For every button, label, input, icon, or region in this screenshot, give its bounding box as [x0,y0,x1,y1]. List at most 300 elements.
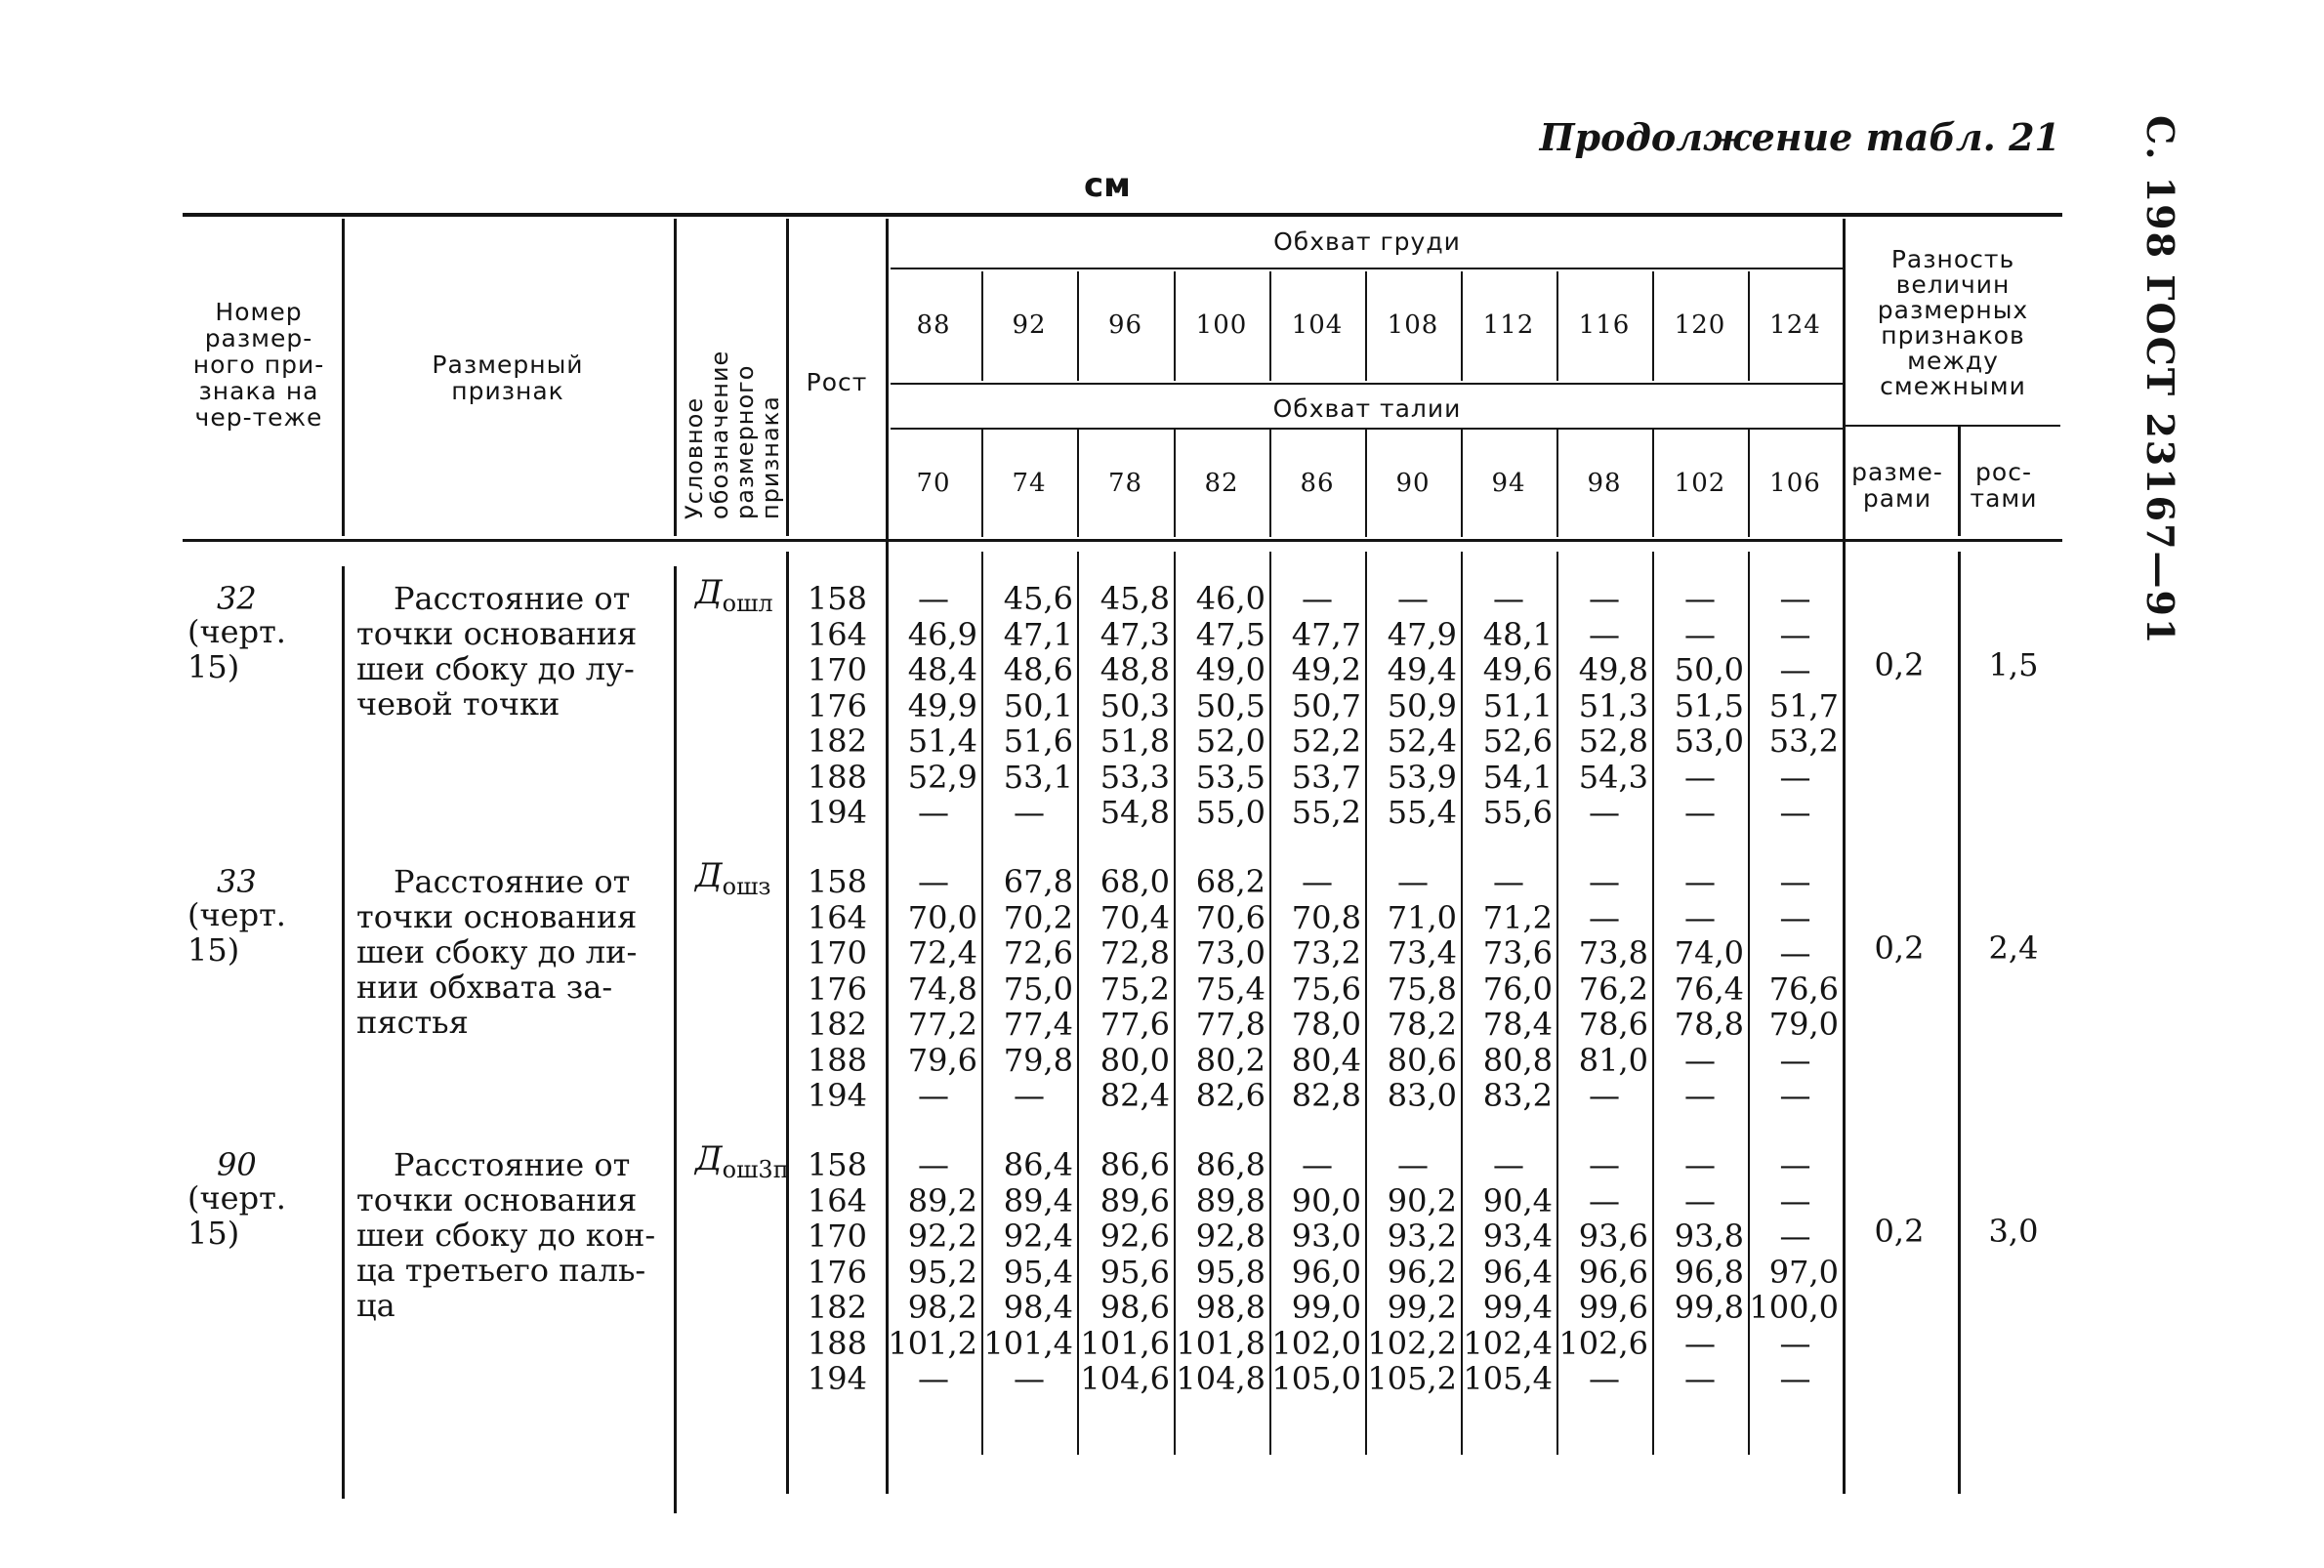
table-cell: 51,5 [1674,686,1744,724]
table-cell: 53,5 [1195,758,1266,796]
table-cell: 70,6 [1195,898,1266,936]
table-cell: 82,8 [1291,1077,1361,1114]
table-cell: — [1779,1146,1811,1183]
table-cell: — [918,1146,949,1183]
table-cell: 80,2 [1195,1041,1266,1079]
table-cell: 47,3 [1100,615,1170,653]
symbol-subscript: ошз [722,872,771,900]
table-cell: 49,8 [1578,651,1648,688]
table-cell: 81,0 [1578,1041,1648,1079]
table-cell: 50,1 [1003,686,1073,724]
table-cell: — [1779,1181,1811,1219]
height-value: 170 [807,1217,867,1255]
table-cell: — [1397,580,1429,617]
table-cell: 71,0 [1387,898,1457,936]
chest-value: 96 [1107,310,1143,340]
table-cell: 53,9 [1387,758,1457,796]
table-cell: — [1589,1360,1620,1397]
table-cell: 50,0 [1674,651,1744,688]
col-rule-1 [342,219,345,536]
table-cell: 99,2 [1387,1289,1457,1326]
col-rule-1b [342,566,345,1499]
table-cell: 52,2 [1291,722,1361,760]
table-cell: 96,8 [1674,1253,1744,1291]
header-feature: Размерный признак [432,351,584,405]
height-value: 188 [807,1041,867,1079]
table-cell: 47,9 [1387,615,1457,653]
table-cell: 93,8 [1674,1217,1744,1255]
table-cell: 104,6 [1080,1360,1170,1397]
table-cell: 95,6 [1100,1253,1170,1291]
diff-sub-rule [1846,425,2060,427]
feature-symbol [695,1139,789,1183]
chest-value: 104 [1291,310,1344,340]
table-cell: 70,8 [1291,898,1361,936]
table-cell: — [1684,1324,1716,1362]
table-cell: 51,6 [1003,722,1073,760]
table-cell: 45,6 [1003,580,1073,617]
table-cell: — [1684,1077,1716,1114]
table-cell: — [1014,1077,1045,1114]
feature-text-line: ца [356,1287,395,1324]
feature-text-line: Расстояние от [394,1146,631,1183]
units-label: см [1084,166,1131,205]
table-cell: 52,8 [1578,722,1648,760]
table-cell: 101,6 [1080,1324,1170,1362]
table-cell: 51,7 [1768,686,1839,724]
chest-value: 92 [1012,310,1047,340]
table-cell: 93,6 [1578,1217,1648,1255]
table-cell: — [1684,1181,1716,1219]
col-rule-2 [674,219,677,536]
col-rule-diff [1843,219,1846,1494]
table-cell: 80,8 [1482,1041,1553,1079]
table-cell: — [1684,1360,1716,1397]
table-cell: 76,4 [1674,970,1744,1008]
symbol-subscript: ош3п [722,1155,789,1183]
table-cell: 78,4 [1482,1006,1553,1043]
col-rule-2b [674,566,677,1513]
table-cell: 49,6 [1482,651,1553,688]
table-cell: 105,4 [1463,1360,1553,1397]
table-cell: 92,6 [1100,1217,1170,1255]
table-cell: 98,8 [1195,1289,1266,1326]
table-cell: 79,0 [1768,1006,1839,1043]
height-value: 176 [807,1253,867,1291]
table-cell: — [918,794,949,831]
waist-value: 74 [1012,469,1047,498]
table-cell: — [1779,615,1811,653]
feature-text-line: шеи сбоку до кон- [356,1217,656,1254]
table-cell: 52,9 [907,758,977,796]
col-rule-3 [786,219,789,536]
table-cell: 50,3 [1100,686,1170,724]
height-value: 164 [807,898,867,936]
table-cell: 82,6 [1195,1077,1266,1114]
height-value: 194 [807,1360,867,1397]
table-cell: 55,4 [1387,794,1457,831]
table-cell: — [1589,1146,1620,1183]
table-cell: 99,4 [1482,1289,1553,1326]
table-cell: — [1589,580,1620,617]
symbol-main: Д [695,573,723,612]
table-cell: 89,6 [1100,1181,1170,1219]
chest-value: 120 [1674,310,1726,340]
feature-symbol [695,856,771,900]
table-cell: — [1589,1181,1620,1219]
table-cell: 93,2 [1387,1217,1457,1255]
table-cell: 99,0 [1291,1289,1361,1326]
header-bottom-rule [183,539,2062,542]
height-value: 194 [807,794,867,831]
diff-size-value: 0,2 [1874,929,1925,967]
table-cell: 75,4 [1195,970,1266,1008]
table-cell: 73,4 [1387,934,1457,971]
table-cell: 47,7 [1291,615,1361,653]
chest-value: 108 [1387,310,1439,340]
table-cell: — [1014,794,1045,831]
table-cell: — [1493,580,1524,617]
table-cell: 75,0 [1003,970,1073,1008]
table-cell: 86,8 [1195,1146,1266,1183]
table-cell: 97,0 [1768,1253,1839,1291]
table-cell: — [918,863,949,900]
table-cell: 77,2 [907,1006,977,1043]
feature-number: 90 [217,1146,257,1183]
height-value: 158 [807,580,867,617]
height-value: 170 [807,934,867,971]
table-cell: 86,6 [1100,1146,1170,1183]
chest-value: 124 [1769,310,1821,340]
page-margin-title: С. 198 ГОСТ 23167—91 [2138,115,2182,646]
table-cell: 102,0 [1271,1324,1361,1362]
table-cell: 80,6 [1387,1041,1457,1079]
waist-value: 94 [1491,469,1526,498]
table-cell: — [1779,651,1811,688]
waist-value: 70 [916,469,951,498]
chest-value: 100 [1195,310,1248,340]
table-cell: 75,6 [1291,970,1361,1008]
table-cell: 51,3 [1578,686,1648,724]
table-cell: 51,1 [1482,686,1553,724]
table-cell: 92,8 [1195,1217,1266,1255]
table-cell: — [1493,863,1524,900]
table-cell: 47,1 [1003,615,1073,653]
waist-top-rule [891,383,1843,385]
table-cell: 74,0 [1674,934,1744,971]
table-cell: — [1397,863,1429,900]
table-cell: — [1779,1360,1811,1397]
table-cell: 49,0 [1195,651,1266,688]
height-value: 170 [807,651,867,688]
height-value: 164 [807,615,867,653]
table-cell: 98,4 [1003,1289,1073,1326]
table-cell: 52,0 [1195,722,1266,760]
table-cell: 76,6 [1768,970,1839,1008]
table-cell: 54,8 [1100,794,1170,831]
table-cell: — [918,1360,949,1397]
table-cell: 78,6 [1578,1006,1648,1043]
chest-value: 112 [1482,310,1535,340]
table-cell: — [1779,1077,1811,1114]
table-cell: — [1779,1041,1811,1079]
table-cell: 46,9 [907,615,977,653]
table-cell: — [1684,615,1716,653]
table-cell: — [1589,615,1620,653]
table-cell: 78,0 [1291,1006,1361,1043]
table-cell: — [1589,794,1620,831]
table-cell: 101,4 [983,1324,1073,1362]
feature-text-line: Расстояние от [394,580,631,617]
table-cell: 82,4 [1100,1077,1170,1114]
table-cell: 76,0 [1482,970,1553,1008]
height-value: 182 [807,1006,867,1043]
table-cell: 71,2 [1482,898,1553,936]
waist-value: 106 [1769,469,1821,498]
waist-value: 98 [1587,469,1622,498]
table-cell: — [918,580,949,617]
table-cell: 50,5 [1195,686,1266,724]
waist-value: 82 [1204,469,1239,498]
continuation-caption: Продолжение табл. 21 [1539,115,2060,159]
header-symbol: Условное обозначение размерного признака [681,350,784,519]
table-cell: 77,6 [1100,1006,1170,1043]
table-cell: — [1684,863,1716,900]
table-cell: 90,0 [1291,1181,1361,1219]
waist-value: 86 [1300,469,1335,498]
table-cell: 76,2 [1578,970,1648,1008]
symbol-main: Д [695,856,723,895]
symbol-subscript: ошл [722,589,773,617]
table-cell: 72,6 [1003,934,1073,971]
table-cell: 73,8 [1578,934,1648,971]
table-cell: — [1302,1146,1333,1183]
header-waist-label: Обхват талии [1272,394,1462,423]
chest-sub-rule [891,268,1843,269]
table-cell: — [1779,898,1811,936]
table-cell: 105,0 [1271,1360,1361,1397]
table-cell: 73,6 [1482,934,1553,971]
height-value: 158 [807,1146,867,1183]
table-cell: 99,6 [1578,1289,1648,1326]
table-cell: 70,0 [907,898,977,936]
diff-height-value: 1,5 [1988,646,2039,683]
table-cell: 83,0 [1387,1077,1457,1114]
feature-text-line: Расстояние от [394,863,631,900]
waist-value: 90 [1395,469,1431,498]
table-cell: 80,0 [1100,1041,1170,1079]
waist-value: 78 [1107,469,1143,498]
height-value: 164 [807,1181,867,1219]
table-cell: — [1684,898,1716,936]
diff-height-value: 3,0 [1988,1213,2039,1250]
table-cell: — [1779,794,1811,831]
feature-number: 33 [217,863,257,900]
table-cell: 54,1 [1482,758,1553,796]
table-cell: — [1589,898,1620,936]
table-cell: 74,8 [907,970,977,1008]
table-cell: 80,4 [1291,1041,1361,1079]
table-cell: — [1779,1217,1811,1255]
table-cell: 101,8 [1176,1324,1266,1362]
table-cell: 78,2 [1387,1006,1457,1043]
table-cell: — [1684,794,1716,831]
table-cell: 101,2 [888,1324,977,1362]
table-cell: 96,0 [1291,1253,1361,1291]
table-top-rule [183,213,2062,217]
table-cell: — [1779,1324,1811,1362]
feature-text-line: точки основания [356,1181,638,1218]
table-cell: 46,0 [1195,580,1266,617]
table-cell: 102,6 [1558,1324,1648,1362]
table-cell: 67,8 [1003,863,1073,900]
table-cell: 49,9 [907,686,977,724]
table-cell: 51,8 [1100,722,1170,760]
table-cell: 102,4 [1463,1324,1553,1362]
feature-text-line: точки основания [356,615,638,652]
chest-value: 88 [916,310,951,340]
table-cell: — [1302,863,1333,900]
feature-text-line: ца третьего паль- [356,1252,646,1289]
table-cell: — [1684,758,1716,796]
height-value: 158 [807,863,867,900]
table-cell: 55,6 [1482,794,1553,831]
table-cell: — [918,1077,949,1114]
diff-size-value: 0,2 [1874,646,1925,683]
table-cell: 75,8 [1387,970,1457,1008]
table-cell: 70,4 [1100,898,1170,936]
table-cell: — [1779,758,1811,796]
table-cell: 77,8 [1195,1006,1266,1043]
feature-symbol [695,573,773,617]
table-cell: 89,2 [907,1181,977,1219]
table-cell: — [1589,863,1620,900]
table-cell: 89,4 [1003,1181,1073,1219]
table-cell: 99,8 [1674,1289,1744,1326]
table-cell: — [1684,1146,1716,1183]
table-cell: 53,1 [1003,758,1073,796]
table-cell: 54,3 [1578,758,1648,796]
height-value: 188 [807,1324,867,1362]
col-rule-diff-mid [1958,427,1961,536]
table-cell: 48,6 [1003,651,1073,688]
table-cell: 89,8 [1195,1181,1266,1219]
table-cell: 90,2 [1387,1181,1457,1219]
table-cell: 100,0 [1749,1289,1839,1326]
table-cell: 98,2 [907,1289,977,1326]
table-cell: 105,2 [1367,1360,1457,1397]
feature-text-line: нии обхвата за- [356,969,613,1006]
table-cell: 72,4 [907,934,977,971]
feature-text-line: чевой точки [356,685,560,722]
table-cell: 55,0 [1195,794,1266,831]
chest-value: 116 [1578,310,1631,340]
table-cell: 68,2 [1195,863,1266,900]
table-cell: 102,2 [1367,1324,1457,1362]
waist-value: 102 [1674,469,1726,498]
table-cell: 49,4 [1387,651,1457,688]
table-cell: 92,2 [907,1217,977,1255]
col-rule-diff-mid-b [1958,552,1961,1494]
table-cell: 49,2 [1291,651,1361,688]
table-cell: 83,2 [1482,1077,1553,1114]
table-cell: — [1014,1360,1045,1397]
table-cell: 75,2 [1100,970,1170,1008]
table-cell: 73,0 [1195,934,1266,971]
table-cell: 98,6 [1100,1289,1170,1326]
table-cell: 53,2 [1768,722,1839,760]
table-cell: 96,4 [1482,1253,1553,1291]
header-chest-label: Обхват груди [1273,227,1461,256]
table-cell: 50,7 [1291,686,1361,724]
table-cell: 52,6 [1482,722,1553,760]
height-value: 188 [807,758,867,796]
col-rule-3b [786,552,789,1494]
height-value: 182 [807,1289,867,1326]
table-cell: — [1397,1146,1429,1183]
table-cell: 53,7 [1291,758,1361,796]
table-cell: 45,8 [1100,580,1170,617]
table-cell: 72,8 [1100,934,1170,971]
table-cell: 79,8 [1003,1041,1073,1079]
table-cell: 86,4 [1003,1146,1073,1183]
table-cell: 55,2 [1291,794,1361,831]
header-number: Номер размер-ного при-знака на чер-теже [192,298,325,432]
table-cell: 95,2 [907,1253,977,1291]
table-cell: 90,4 [1482,1181,1553,1219]
height-value: 194 [807,1077,867,1114]
header-diff-heights: рос-тами [1970,458,2038,513]
table-cell: 53,3 [1100,758,1170,796]
table-cell: 78,8 [1674,1006,1744,1043]
diff-height-value: 2,4 [1988,929,2039,967]
table-cell: 93,4 [1482,1217,1553,1255]
feature-number: 32 [217,580,257,617]
table-cell: 48,1 [1482,615,1553,653]
table-cell: 50,9 [1387,686,1457,724]
table-cell: 48,4 [907,651,977,688]
table-cell: 53,0 [1674,722,1744,760]
feature-text-line: точки основания [356,898,638,935]
table-cell: 68,0 [1100,863,1170,900]
table-cell: 96,6 [1578,1253,1648,1291]
symbol-main: Д [695,1139,723,1178]
table-cell: 73,2 [1291,934,1361,971]
feature-text-line: шеи сбоку до ли- [356,933,638,970]
table-cell: 93,0 [1291,1217,1361,1255]
table-cell: — [1302,580,1333,617]
height-value: 176 [807,970,867,1008]
table-cell: 47,5 [1195,615,1266,653]
table-cell: 48,8 [1100,651,1170,688]
table-cell: 92,4 [1003,1217,1073,1255]
table-cell: — [1779,934,1811,971]
table-cell: 95,4 [1003,1253,1073,1291]
height-value: 176 [807,686,867,724]
drawing-reference: (черт. 15) [187,613,286,685]
table-cell: 70,2 [1003,898,1073,936]
height-value: 182 [807,722,867,760]
table-cell: 96,2 [1387,1253,1457,1291]
header-diff-label: Разность величин размерных признаков между смежными [1877,245,2029,400]
feature-text-line: пястья [356,1004,469,1041]
drawing-reference: (черт. 15) [187,1179,286,1252]
drawing-reference: (черт. 15) [187,896,286,969]
table-cell: 95,8 [1195,1253,1266,1291]
table-cell: — [1684,1041,1716,1079]
table-cell: — [1493,1146,1524,1183]
table-cell: 52,4 [1387,722,1457,760]
